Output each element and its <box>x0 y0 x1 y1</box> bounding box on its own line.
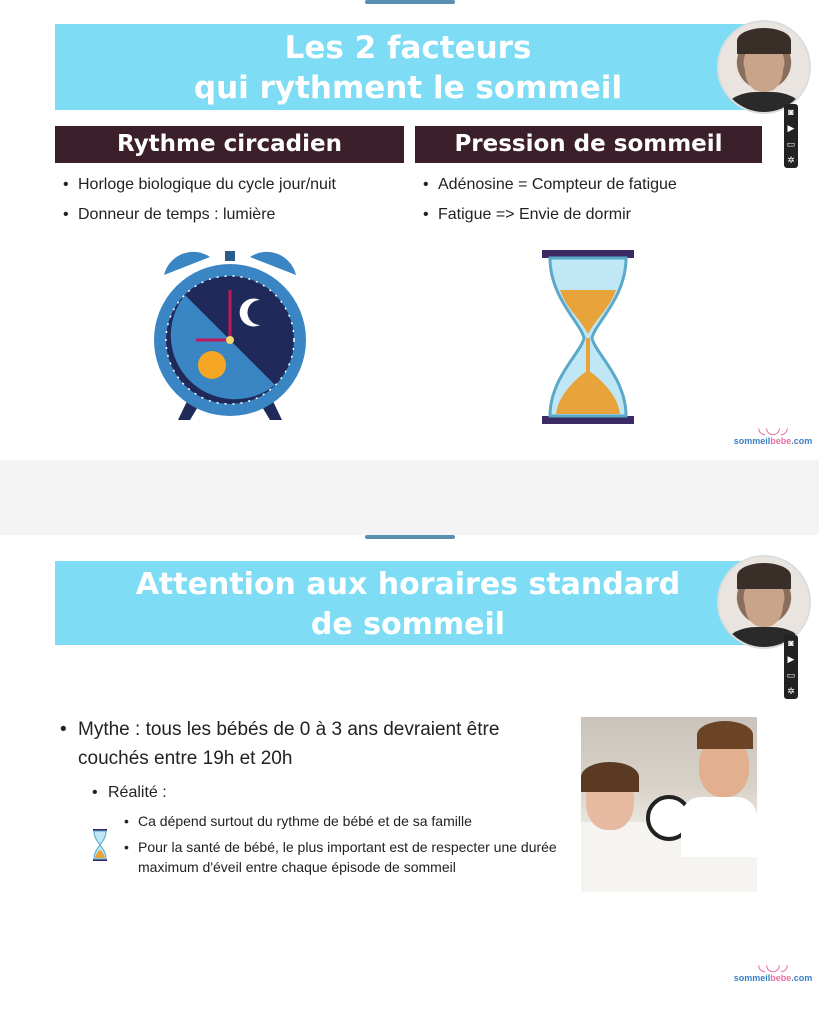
video-toolstrip <box>784 635 798 699</box>
title-line-1: Les 2 facteurs <box>284 30 532 66</box>
hourglass-icon <box>540 248 640 428</box>
slide-1 <box>0 0 819 460</box>
left-bullets <box>60 170 336 230</box>
small-hourglass-icon <box>92 829 108 861</box>
window-icon[interactable]: ▭ <box>786 139 796 149</box>
bullet-rythme: Ca dépend surtout du rythme de bébé et de sa famille <box>138 813 472 829</box>
list-item: • Horloge biologique du cycle jour/nuit <box>78 170 336 200</box>
right-bullets <box>420 170 677 230</box>
sommeilbebe-logo: ◟◡◞ sommeilbebe.com <box>733 954 813 983</box>
list-item: • Donneur de temps : lumière <box>78 200 336 230</box>
list-item: • Adénosine = Compteur de fatigue <box>438 170 677 200</box>
sommeilbebe-logo: ◟◡◞ sommeilbebe.com <box>733 417 813 446</box>
col-header-pression: Pression de sommeil <box>415 126 762 163</box>
bullet-mythe: Mythe : tous les bébés de 0 à 3 ans devraient être couchés entre 19h et 20h <box>78 719 500 769</box>
col-header-rythme: Rythme circadien <box>55 126 404 163</box>
video-icon[interactable]: ▶ <box>787 654 795 664</box>
slide-top-bar <box>365 0 455 4</box>
mythe-block: • Mythe : tous les bébés de 0 à 3 ans devraient être couchés entre 19h et 20h • Réalité : • Ca dépend surtout du rythme de bébé et de sa famille • Pour la santé de bébé, le plus important est de respecter une durée maximum d'éveil entre chaque épisode de sommeil <box>60 719 557 875</box>
bullet-sante: Pour la santé de bébé, le plus important est de respecter une durée maximum d'éveil entre chaque épisode de sommeil <box>138 839 557 875</box>
slide-2-title <box>55 561 761 645</box>
presenter-avatar <box>717 20 811 114</box>
title-line-2: de sommeil <box>310 607 506 642</box>
window-icon[interactable]: ▭ <box>786 670 796 680</box>
slide-top-bar <box>365 535 455 539</box>
alarm-clock-icon <box>150 245 310 425</box>
slide-1-title <box>55 24 761 110</box>
list-item: • Fatigue => Envie de dormir <box>438 200 677 230</box>
camera-icon[interactable]: ◙ <box>788 107 794 117</box>
title-line-2: qui rythment le sommeil <box>193 70 623 106</box>
video-toolstrip <box>784 104 798 168</box>
title-line-1: Attention aux horaires standard <box>135 567 681 602</box>
gear-icon[interactable]: ✲ <box>787 155 795 165</box>
couple-alarm-photo <box>581 717 757 892</box>
bullet-realite: Réalité : <box>108 784 167 801</box>
video-icon[interactable]: ▶ <box>787 123 795 133</box>
camera-icon[interactable]: ◙ <box>788 638 794 648</box>
gear-icon[interactable]: ✲ <box>787 686 795 696</box>
